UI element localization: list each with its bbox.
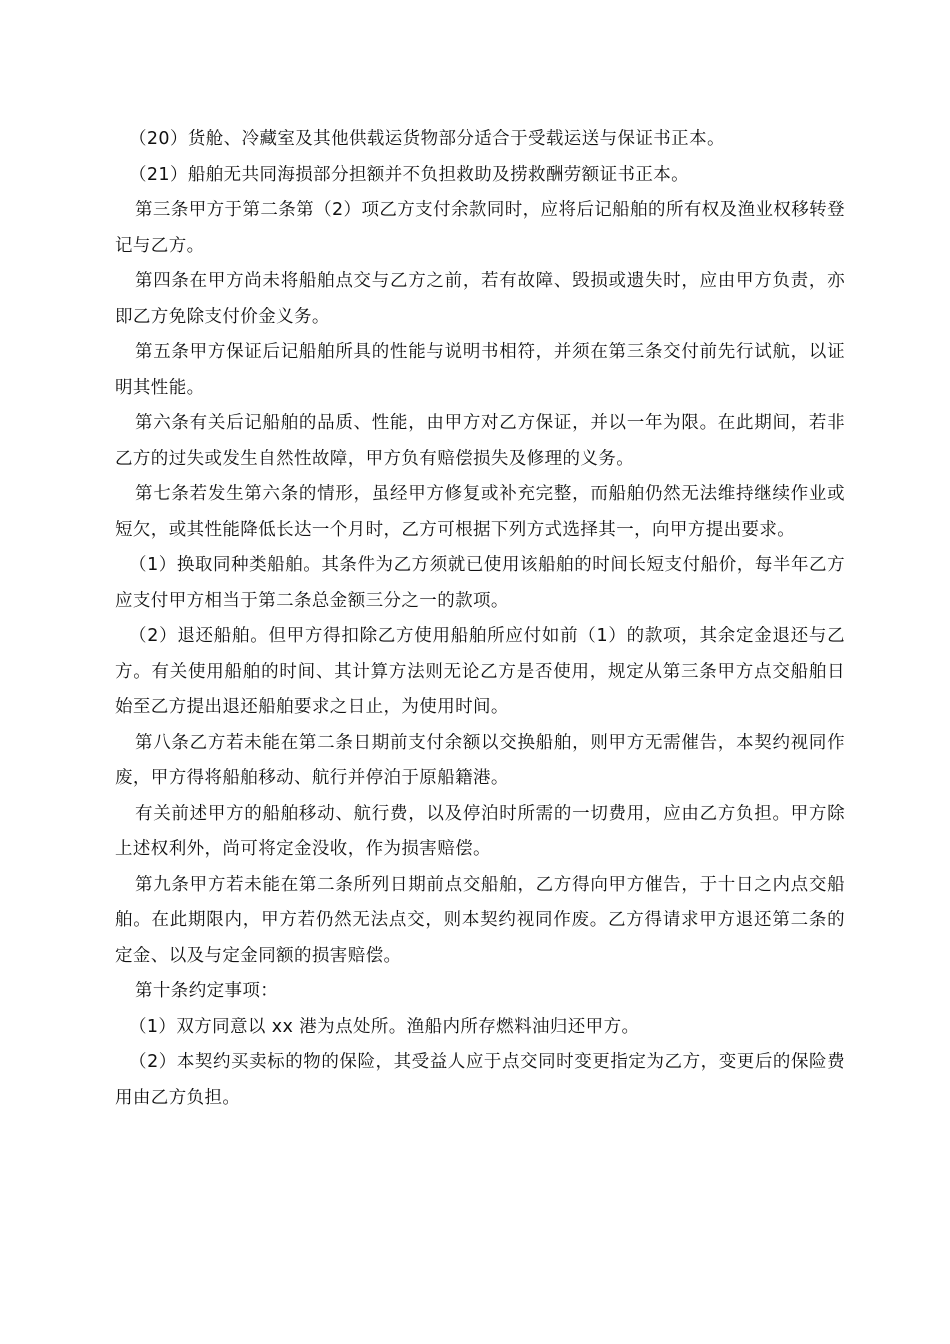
article-7: 第七条若发生第六条的情形，虽经甲方修复或补充完整，而船舶仍然无法维持继续作业或短欠，或其性能降低长达一个月时，乙方可根据下列方式选择其一，向甲方提出要求。 [115,484,845,540]
clause-21-general-average: （21）船舶无共同海损部分担额并不负担救助及捞救酬劳额证书正本。 [129,164,690,185]
article-8: 第八条乙方若未能在第二条日期前支付余额以交换船舶，则甲方无需催告，本契约视同作废，甲方得将船舶移动、航行并停泊于原船籍港。 [115,732,845,788]
article-3: 第三条甲方于第二条第（2）项乙方支付余款同时，应将后记船舶的所有权及渔业权移转登记与乙方。 [115,200,845,256]
article-10-item-1: （1）双方同意以 xx 港为点处所。渔船内所存燃料油归还甲方。 [129,1016,640,1037]
article-10-heading: 第十条约定事项： [135,981,279,1001]
article-7-option-2: （2）退还船舶。但甲方得扣除乙方使用船舶所应付如前（1）的款项，其余定金退还与乙方。有关使用船舶的时间、其计算方法则无论乙方是否使用，规定从第三条甲方点交船舶日始至乙方提出退还船舶要求之日止，为使用时间。 [115,626,845,717]
clause-20-cargo-hold: （20）货舱、冷藏室及其他供载运货物部分适合于受载运送与保证书正本。 [129,129,725,149]
article-9: 第九条甲方若未能在第二条所列日期前点交船舶，乙方得向甲方催告，于十日之内点交船舶。在此期限内，甲方若仍然无法点交，则本契约视同作废。乙方得请求甲方退还第二条的定金、以及与定金同额的损害赔偿。 [115,874,845,966]
article-10-item-2: （2）本契约买卖标的物的保险，其受益人应于点交同时变更指定为乙方，变更后的保险费用由乙方负担。 [115,1052,845,1108]
contract-body [115,122,845,1116]
article-8-continued: 有关前述甲方的船舶移动、航行费，以及停泊时所需的一切费用，应由乙方负担。甲方除上述权利外，尚可将定金没收，作为损害赔偿。 [115,803,845,859]
article-5: 第五条甲方保证后记船舶所具的性能与说明书相符，并须在第三条交付前先行试航，以证明其性能。 [115,342,845,398]
article-6: 第六条有关后记船舶的品质、性能，由甲方对乙方保证，并以一年为限。在此期间，若非乙方的过失或发生自然性故障，甲方负有赔偿损失及修理的义务。 [115,413,845,469]
article-4: 第四条在甲方尚未将船舶点交与乙方之前，若有故障、毁损或遗失时，应由甲方负责，亦即乙方免除支付价金义务。 [115,271,845,327]
article-7-option-1: （1）换取同种类船舶。其条件为乙方须就已使用该船舶的时间长短支付船价，每半年乙方应支付甲方相当于第二条总金额三分之一的款项。 [115,555,845,611]
